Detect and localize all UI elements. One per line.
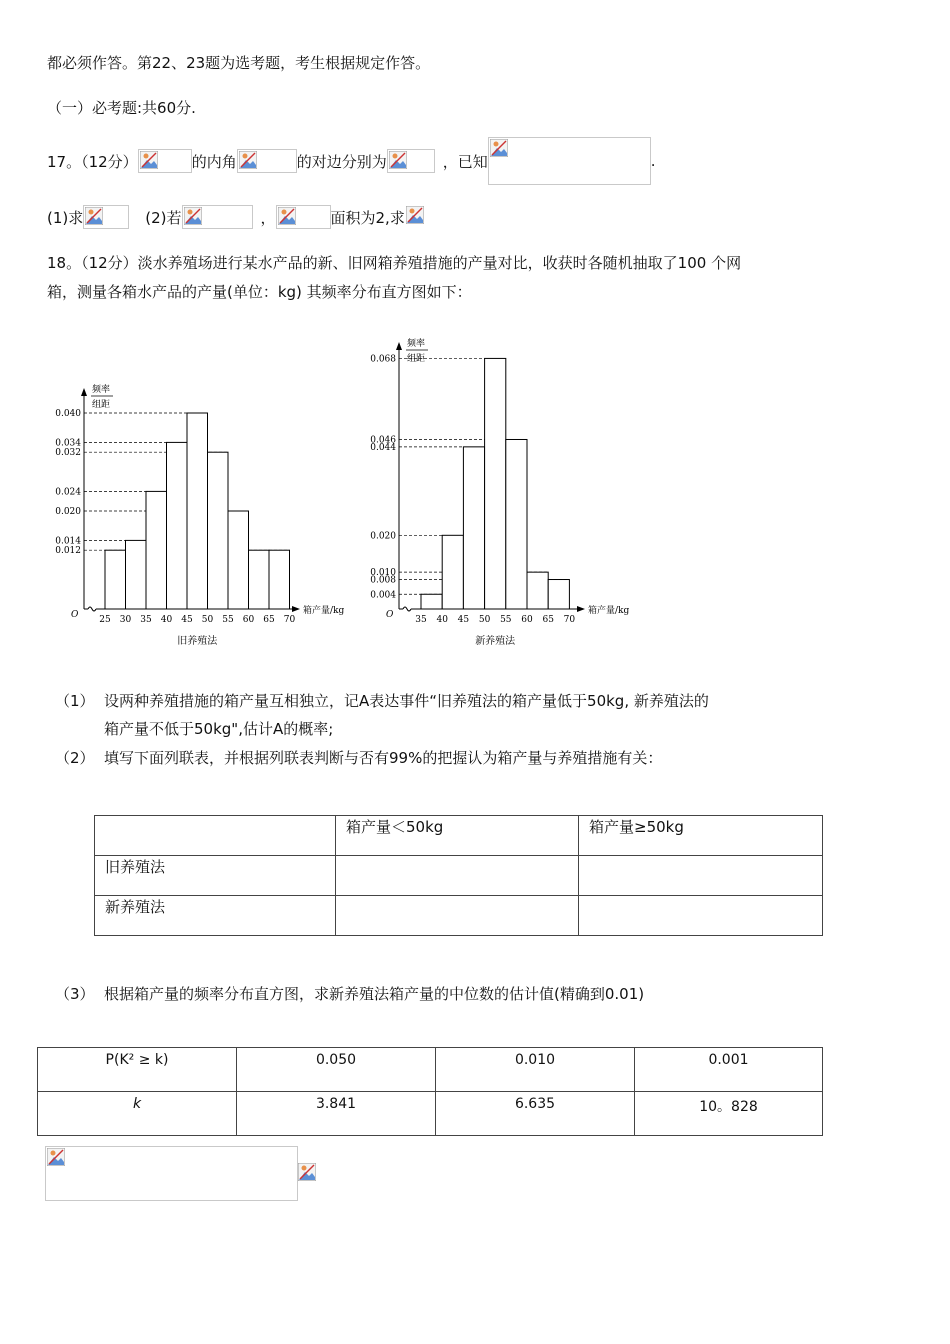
table-row — [95, 856, 823, 896]
x-tick-label: 40 — [160, 615, 173, 625]
y-tick-label: 0.010 — [370, 568, 396, 579]
x-tick-label: 65 — [263, 615, 275, 625]
formula-image-icon — [298, 1163, 316, 1185]
q17-comma: ， — [260, 208, 276, 227]
table-header-cell: 箱产量＜50kg — [336, 816, 579, 856]
sub1-line1: 设两种养殖措施的箱产量互相独立，记A表达事件“旧养殖法的箱产量低于50kg, 新养殖法的 — [104, 692, 709, 710]
histogram-bar — [105, 550, 126, 609]
x-tick-label: 60 — [521, 615, 533, 625]
histogram-bar — [167, 442, 188, 609]
q18-line1: 18。（12分）淡水养殖场进行某水产品的新、旧网箱养殖措施的产量对比，收获时各随机抽取了100 个网 — [47, 254, 742, 272]
formula-image-icon — [182, 205, 253, 229]
y-tick-label: 0.044 — [370, 442, 396, 453]
table-header-cell: 箱产量≥50kg — [579, 816, 823, 856]
y-tick-label: 0.014 — [55, 536, 81, 547]
axis-break — [88, 607, 96, 611]
x-tick-label: 70 — [283, 615, 296, 625]
table-cell: 6.635 — [436, 1092, 635, 1136]
table-cell: 0.010 — [436, 1048, 635, 1092]
axis-break — [403, 607, 411, 611]
sub2-text: 填写下面列联表，并根据列联表判断与否有99%的把握认为箱产量与养殖措施有关： — [104, 749, 663, 767]
formula-image-icon — [488, 137, 651, 185]
y-tick-label: 0.046 — [370, 435, 396, 446]
y-tick-label: 0.004 — [370, 590, 396, 601]
x-tick-label: 60 — [242, 615, 255, 625]
histogram-bar — [249, 550, 270, 609]
table-cell — [579, 856, 823, 896]
y-tick-label: 0.040 — [55, 409, 81, 419]
sub1-number: （1） — [55, 692, 95, 710]
histogram-bar — [269, 550, 290, 609]
y-label-top: 频率 — [92, 385, 111, 395]
histogram-figure — [0, 320, 950, 680]
formula-image-icon — [387, 149, 435, 173]
q17-line2 — [47, 205, 425, 229]
x-tick-label: 45 — [181, 615, 193, 625]
histogram-bar — [527, 572, 548, 609]
histogram-bar — [463, 447, 484, 609]
table-row — [95, 896, 823, 936]
formula-image-icon — [405, 205, 425, 229]
q18-line2: 箱，测量各箱水产品的产量(单位：kg) 其频率分布直方图如下： — [47, 283, 472, 301]
q17-part2: (2)若 — [145, 208, 182, 227]
sub1-line2: 箱产量不低于50kg",估计A的概率; — [104, 720, 334, 738]
y-tick-label: 0.034 — [55, 438, 81, 449]
histogram-bar — [228, 511, 249, 609]
q17-period: . — [650, 152, 656, 170]
histogram-bar — [442, 535, 463, 609]
intro-line: 都必须作答。第22、23题为选考题，考生根据规定作答。 — [47, 54, 431, 72]
y-tick-label: 0.068 — [370, 354, 396, 365]
x-tick-label: 55 — [222, 615, 234, 625]
q17-part1: (1)求 — [47, 208, 84, 227]
chart-title: 新养殖法 — [475, 636, 516, 647]
table-cell: P(K² ≥ k) — [38, 1048, 237, 1092]
histogram-bar — [548, 580, 569, 609]
critical-value-table — [37, 1047, 823, 1136]
y-tick-label: 0.024 — [55, 487, 81, 498]
x-tick-label: 50 — [478, 615, 491, 625]
y-label-top: 频率 — [407, 339, 426, 349]
histogram-bar — [421, 594, 442, 609]
table-cell — [336, 856, 579, 896]
histogram-bar — [485, 358, 506, 609]
y-axis-arrow — [396, 342, 402, 350]
section-title: （一）必考题:共60分. — [47, 99, 196, 117]
x-tick-label: 45 — [457, 615, 470, 625]
y-axis-arrow — [81, 388, 87, 396]
contingency-table — [94, 815, 823, 936]
q17-line1 — [47, 137, 656, 185]
table-cell — [336, 896, 579, 936]
x-tick-label: 25 — [99, 615, 111, 625]
q17-text1: 的内角 — [191, 152, 237, 171]
histogram-bar — [506, 439, 527, 609]
origin-label: O — [71, 610, 79, 620]
new-method-histogram — [370, 337, 629, 647]
x-tick-label: 40 — [436, 615, 448, 625]
x-tick-label: 35 — [415, 615, 427, 625]
x-tick-label: 55 — [500, 615, 512, 625]
table-cell: 旧养殖法 — [95, 856, 336, 896]
histogram-bar — [126, 540, 147, 609]
histogram-bar — [208, 452, 229, 609]
q17-text3: ，已知 — [442, 152, 488, 171]
table-cell: 0.001 — [635, 1048, 823, 1092]
x-axis-arrow — [577, 606, 585, 612]
formula-image-icon — [45, 1146, 298, 1201]
formula-image-icon — [237, 149, 297, 173]
table-header-cell — [95, 816, 336, 856]
table-cell: 10。828 — [635, 1092, 823, 1136]
q17-number: 17。（12分） — [47, 152, 138, 171]
origin-label: O — [386, 610, 394, 620]
sub3-number: （3） — [55, 985, 95, 1003]
table-cell: k — [38, 1092, 237, 1136]
formula-image-icon — [276, 205, 331, 229]
table-cell: 新养殖法 — [95, 896, 336, 936]
old-method-histogram — [55, 383, 344, 647]
y-tick-label: 0.008 — [370, 575, 396, 586]
y-label-bottom: 组距 — [92, 400, 111, 410]
histogram-bar — [187, 413, 208, 609]
y-tick-label: 0.020 — [55, 507, 81, 517]
table-row — [38, 1092, 823, 1136]
x-tick-label: 30 — [119, 615, 132, 625]
x-axis-arrow — [292, 606, 300, 612]
x-axis-label: 箱产量/kg — [588, 606, 630, 616]
chart-title: 旧养殖法 — [177, 636, 218, 647]
table-cell — [579, 896, 823, 936]
table-row — [38, 1048, 823, 1092]
sub2-number: （2） — [55, 749, 95, 767]
x-tick-label: 65 — [542, 615, 554, 625]
formula-image-icon — [83, 205, 129, 229]
y-label-bottom: 组距 — [407, 354, 426, 364]
x-tick-label: 35 — [140, 615, 152, 625]
x-tick-label: 50 — [201, 615, 214, 625]
table-cell: 0.050 — [237, 1048, 436, 1092]
q17-area-text: 面积为2,求 — [330, 208, 405, 227]
histogram-bar — [146, 491, 167, 609]
table-cell: 3.841 — [237, 1092, 436, 1136]
x-tick-label: 70 — [563, 615, 576, 625]
y-tick-label: 0.012 — [55, 546, 81, 557]
y-tick-label: 0.032 — [55, 448, 81, 459]
formula-image-icon — [138, 149, 192, 173]
x-axis-label: 箱产量/kg — [303, 606, 345, 616]
q17-text2: 的对边分别为 — [296, 152, 387, 171]
y-tick-label: 0.020 — [370, 531, 396, 542]
sub3-text: 根据箱产量的频率分布直方图，求新养殖法箱产量的中位数的估计值(精确到0.01) — [104, 985, 645, 1003]
